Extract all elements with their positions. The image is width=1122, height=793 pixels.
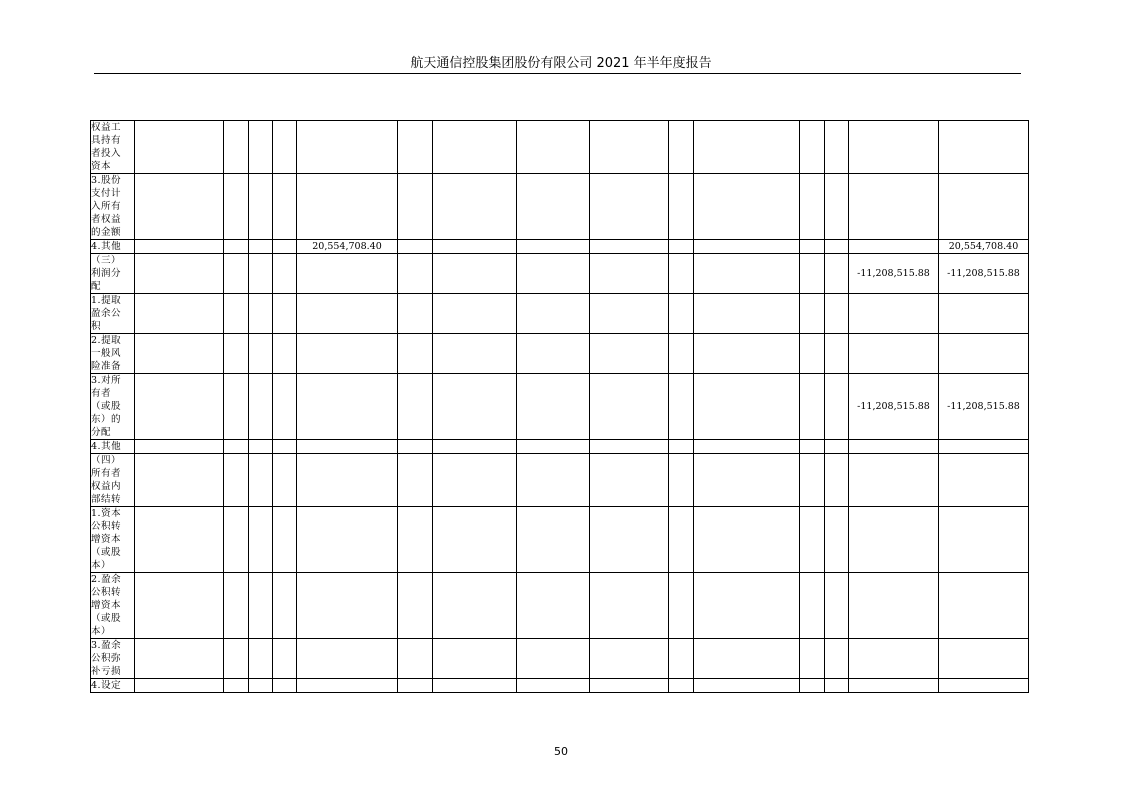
equity-changes-table: [90, 120, 1029, 693]
table-cell: [249, 639, 273, 679]
table-cell: [825, 254, 849, 294]
table-cell: [224, 374, 249, 440]
table-row: [91, 121, 1029, 174]
table-cell: [694, 294, 800, 334]
table-cell: [694, 454, 800, 507]
table-cell: [135, 679, 224, 693]
table-cell: [800, 174, 825, 240]
table-cell: [694, 440, 800, 454]
table-cell: [249, 240, 273, 254]
table-cell: [224, 334, 249, 374]
table-cell: [249, 334, 273, 374]
table-cell: [224, 174, 249, 240]
row-label: [91, 174, 135, 240]
table-cell: [669, 294, 694, 334]
table-cell: [669, 679, 694, 693]
table-cell: [825, 679, 849, 693]
table-cell: [825, 440, 849, 454]
table-row: [91, 174, 1029, 240]
table-cell: [398, 240, 433, 254]
table-cell: [825, 121, 849, 174]
table-row: [91, 240, 1029, 254]
table-cell: -11,208,515.88: [939, 254, 1029, 294]
table-cell: [433, 334, 517, 374]
table-cell: [273, 374, 297, 440]
table-cell: [825, 240, 849, 254]
table-cell: [135, 639, 224, 679]
table-cell: [398, 573, 433, 639]
table-cell: [849, 240, 939, 254]
table-cell: [297, 374, 398, 440]
table-cell: 20,554,708.40: [939, 240, 1029, 254]
table-cell: [517, 121, 590, 174]
table-cell: [694, 573, 800, 639]
table-cell: [694, 639, 800, 679]
table-cell: [694, 374, 800, 440]
table-cell: [297, 294, 398, 334]
table-cell: [669, 454, 694, 507]
table-cell: [590, 440, 669, 454]
table-cell: [224, 454, 249, 507]
table-cell: [517, 454, 590, 507]
table-cell: [135, 334, 224, 374]
row-label: [91, 639, 135, 679]
table-cell: [849, 294, 939, 334]
table-cell: [398, 454, 433, 507]
table-cell: [694, 679, 800, 693]
table-cell: [297, 639, 398, 679]
table-row: [91, 679, 1029, 693]
table-cell: [939, 121, 1029, 174]
row-label: [91, 573, 135, 639]
table-cell: -11,208,515.88: [849, 374, 939, 440]
table-cell: [825, 174, 849, 240]
table-cell: [800, 240, 825, 254]
table-row: [91, 294, 1029, 334]
table-cell: [135, 174, 224, 240]
table-cell: [297, 679, 398, 693]
table-cell: [297, 174, 398, 240]
table-cell: [590, 679, 669, 693]
table-cell: [273, 334, 297, 374]
page-header-title: 航天通信控股集团股份有限公司 2021 年半年度报告: [410, 56, 712, 71]
table-cell: [669, 440, 694, 454]
table-cell: -11,208,515.88: [939, 374, 1029, 440]
table-cell: [939, 440, 1029, 454]
table-cell: [249, 254, 273, 294]
table-cell: [517, 679, 590, 693]
table-cell: [398, 507, 433, 573]
table-row: [91, 454, 1029, 507]
table-cell: [800, 639, 825, 679]
table-cell: [939, 573, 1029, 639]
table-cell: [433, 294, 517, 334]
table-cell: [398, 294, 433, 334]
row-label: [91, 454, 135, 507]
table-cell: [669, 507, 694, 573]
table-cell: [517, 174, 590, 240]
table-cell: [249, 174, 273, 240]
row-label: [91, 440, 135, 454]
table-cell: [849, 573, 939, 639]
row-label-text: 1.提取盈余公积: [91, 295, 122, 332]
table-cell: [433, 679, 517, 693]
table-cell: [517, 334, 590, 374]
table-cell: [135, 374, 224, 440]
table-cell: [849, 334, 939, 374]
row-label-text: 4.其他: [91, 241, 122, 252]
table-cell: [273, 254, 297, 294]
table-cell: [273, 294, 297, 334]
table-cell: [249, 294, 273, 334]
table-cell: [590, 507, 669, 573]
table-cell: [590, 174, 669, 240]
table-cell: [800, 121, 825, 174]
table-row: [91, 639, 1029, 679]
table-cell: [249, 121, 273, 174]
table-cell: [517, 639, 590, 679]
table-cell: [800, 573, 825, 639]
table-cell: [517, 254, 590, 294]
table-cell: [224, 639, 249, 679]
table-cell: [249, 454, 273, 507]
table-cell: [273, 639, 297, 679]
table-cell: [433, 174, 517, 240]
table-cell: [849, 440, 939, 454]
table-cell: [224, 294, 249, 334]
table-cell: [849, 507, 939, 573]
table-cell: [135, 294, 224, 334]
table-cell: [398, 334, 433, 374]
table-cell: [849, 639, 939, 679]
table-cell: [694, 174, 800, 240]
table-cell: [669, 121, 694, 174]
table-cell: [135, 573, 224, 639]
table-row: [91, 254, 1029, 294]
table-cell: [590, 374, 669, 440]
table-cell: [433, 573, 517, 639]
table-cell: [825, 374, 849, 440]
table-cell: [939, 454, 1029, 507]
table-cell: [249, 573, 273, 639]
table-cell: [517, 573, 590, 639]
table-cell: [224, 240, 249, 254]
table-cell: [939, 507, 1029, 573]
table-cell: [800, 334, 825, 374]
table-cell: [694, 254, 800, 294]
table-cell: [297, 254, 398, 294]
table-cell: [398, 254, 433, 294]
table-cell: [297, 454, 398, 507]
table-cell: [398, 121, 433, 174]
row-label-text: 权益工具持有者投入资本: [91, 122, 122, 172]
table-cell: [224, 507, 249, 573]
table-row: [91, 440, 1029, 454]
row-label: [91, 507, 135, 573]
table-cell: [590, 121, 669, 174]
table-cell: [939, 679, 1029, 693]
row-label-text: 2.盈余公积转增资本（或股本）: [91, 574, 122, 637]
row-label: [91, 254, 135, 294]
table-cell: [800, 374, 825, 440]
row-label: [91, 334, 135, 374]
table-cell: [398, 374, 433, 440]
table-cell: [590, 240, 669, 254]
table-cell: [825, 639, 849, 679]
table-cell: [849, 454, 939, 507]
table-cell: [800, 454, 825, 507]
table-cell: [224, 679, 249, 693]
table-cell: [273, 507, 297, 573]
row-label: [91, 121, 135, 174]
table-cell: [398, 440, 433, 454]
row-label-text: 1.资本公积转增资本（或股本）: [91, 508, 122, 571]
table-cell: [939, 294, 1029, 334]
table-row: [91, 573, 1029, 639]
table-cell: [939, 174, 1029, 240]
row-label: [91, 240, 135, 254]
table-cell: [224, 440, 249, 454]
table-cell: [694, 507, 800, 573]
table-cell: [590, 254, 669, 294]
row-label-text: 4.设定: [91, 680, 122, 691]
table-row: [91, 334, 1029, 374]
table-cell: [433, 440, 517, 454]
page-number: 50: [554, 745, 568, 758]
table-cell: [273, 121, 297, 174]
table-cell: [694, 240, 800, 254]
table-cell: [800, 679, 825, 693]
table-cell: [224, 121, 249, 174]
table-cell: [825, 454, 849, 507]
table-cell: [249, 440, 273, 454]
table-cell: [825, 507, 849, 573]
table-cell: [297, 507, 398, 573]
table-cell: [517, 374, 590, 440]
table-cell: [517, 240, 590, 254]
table-row: [91, 507, 1029, 573]
table-cell: [297, 440, 398, 454]
table-cell: [694, 334, 800, 374]
row-label-text: （三）利润分配: [91, 255, 122, 292]
table-cell: [273, 440, 297, 454]
table-cell: [273, 240, 297, 254]
table-cell: [849, 121, 939, 174]
table-cell: [433, 454, 517, 507]
table-cell: [800, 440, 825, 454]
table-cell: [669, 254, 694, 294]
row-label-text: 2.提取一般风险准备: [91, 335, 122, 372]
row-label: [91, 679, 135, 693]
table-cell: [825, 294, 849, 334]
table-cell: [135, 240, 224, 254]
table-cell: [273, 573, 297, 639]
table-cell: [135, 121, 224, 174]
table-cell: [669, 240, 694, 254]
row-label: [91, 374, 135, 440]
row-label-text: 4.其他: [91, 441, 122, 452]
table-cell: [849, 174, 939, 240]
table-cell: [694, 121, 800, 174]
table-cell: [398, 639, 433, 679]
table-cell: [224, 254, 249, 294]
table-cell: [669, 639, 694, 679]
table-cell: [825, 334, 849, 374]
table-cell: [939, 639, 1029, 679]
table-cell: [224, 573, 249, 639]
table-cell: [517, 294, 590, 334]
table-cell: [800, 507, 825, 573]
table-cell: [669, 374, 694, 440]
table-cell: [433, 254, 517, 294]
table-cell: 20,554,708.40: [297, 240, 398, 254]
table-cell: [433, 639, 517, 679]
table-cell: [433, 374, 517, 440]
table-cell: -11,208,515.88: [849, 254, 939, 294]
header-rule: [94, 73, 1021, 74]
table-cell: [135, 254, 224, 294]
table-cell: [590, 639, 669, 679]
table-cell: [433, 240, 517, 254]
table-cell: [135, 440, 224, 454]
table-cell: [669, 334, 694, 374]
table-cell: [249, 374, 273, 440]
row-label-text: （四）所有者权益内部结转: [91, 455, 122, 505]
table-cell: [669, 573, 694, 639]
table-cell: [273, 454, 297, 507]
table-cell: [297, 121, 398, 174]
table-cell: [273, 174, 297, 240]
table-cell: [433, 121, 517, 174]
table-cell: [433, 507, 517, 573]
table-cell: [590, 454, 669, 507]
table-cell: [398, 174, 433, 240]
table-cell: [590, 573, 669, 639]
table-row: [91, 374, 1029, 440]
row-label-text: 3.股份支付计入所有者权益的金额: [91, 175, 122, 238]
row-label-text: 3.盈余公积弥补亏损: [91, 640, 122, 677]
table-cell: [135, 454, 224, 507]
table-cell: [398, 679, 433, 693]
table-cell: [825, 573, 849, 639]
row-label-text: 3.对所有者（或股东）的分配: [91, 375, 122, 438]
table-cell: [249, 679, 273, 693]
table-cell: [849, 679, 939, 693]
table-cell: [517, 440, 590, 454]
table-cell: [800, 254, 825, 294]
row-label: [91, 294, 135, 334]
table-cell: [273, 679, 297, 693]
table-cell: [800, 294, 825, 334]
table-cell: [135, 507, 224, 573]
table-cell: [517, 507, 590, 573]
table-cell: [939, 334, 1029, 374]
table-cell: [590, 334, 669, 374]
table-cell: [249, 507, 273, 573]
table-cell: [297, 334, 398, 374]
table-cell: [297, 573, 398, 639]
table-cell: [590, 294, 669, 334]
table-cell: [669, 174, 694, 240]
